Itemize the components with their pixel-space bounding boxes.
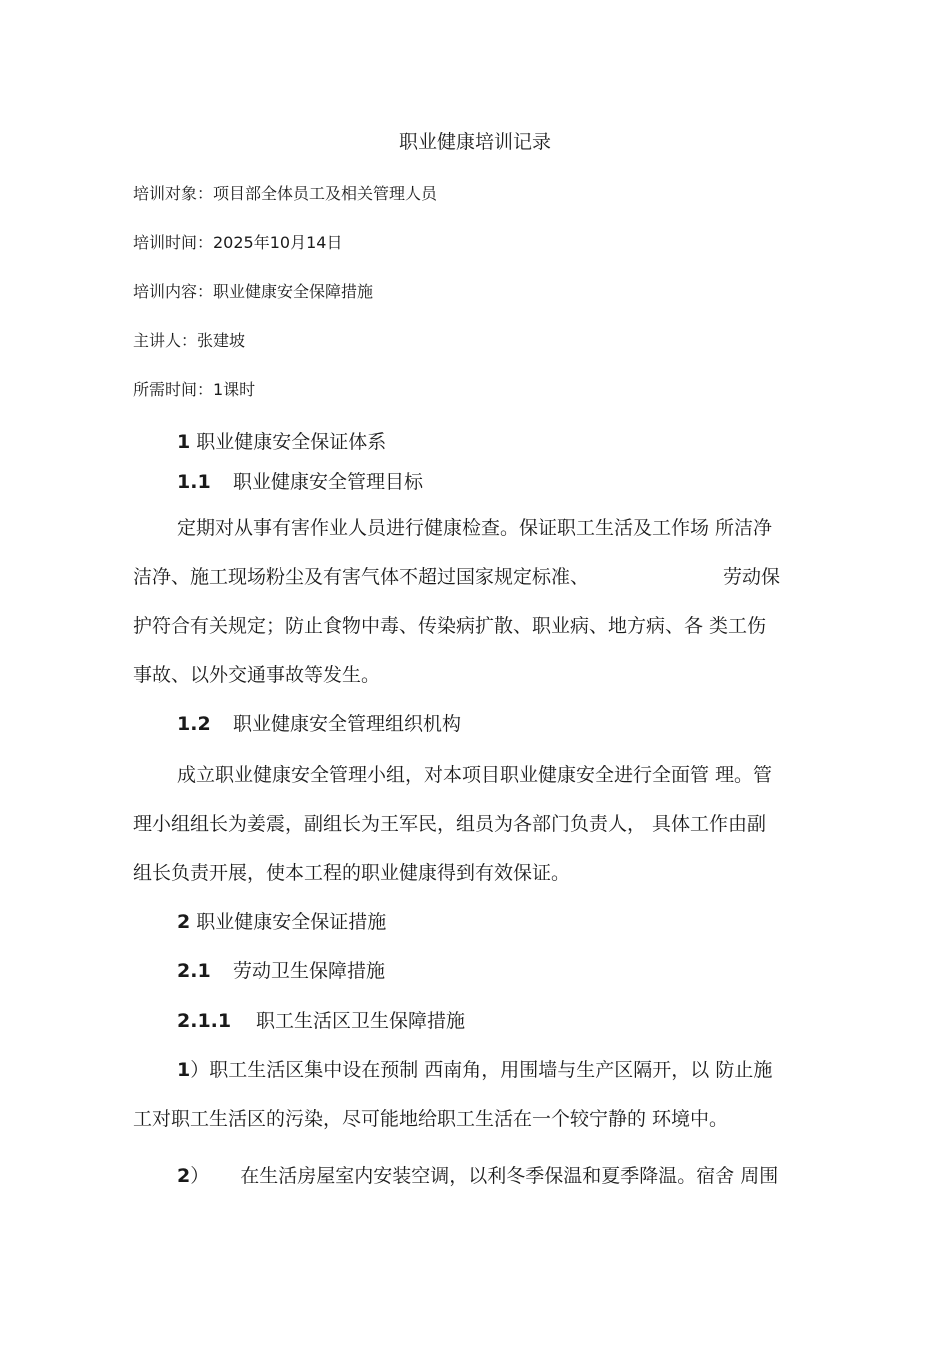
paragraph-line: 组长负责开展，使本工程的职业健康得到有效保证。 — [133, 862, 571, 884]
paragraph-line: 定期对从事有害作业人员进行健康检查。保证职工生活及工作场 所洁净 — [177, 517, 773, 539]
section-2-number: 2 — [177, 911, 191, 933]
list-item-2-paren: ） — [190, 1165, 210, 1187]
section-2-1-1-title: 职工生活区卫生保障措施 — [256, 1010, 466, 1032]
section-1-title: 职业健康安全保证体系 — [196, 431, 387, 453]
paragraph-line: 成立职业健康安全管理小组，对本项目职业健康安全进行全面管 理。管 — [177, 764, 773, 786]
section-1-1-number: 1.1 — [177, 471, 211, 493]
section-1-1-title: 职业健康安全管理目标 — [233, 471, 424, 493]
paragraph-line: 护符合有关规定；防止食物中毒、传染病扩散、职业病、地方病、各 类工伤 — [133, 615, 767, 637]
list-item-2-number: 2 — [177, 1165, 191, 1187]
speaker: 主讲人：张建坡 — [133, 331, 246, 350]
duration: 所需时间：1课时 — [133, 380, 256, 399]
list-item-2-text: 在生活房屋室内安装空调，以利冬季保温和夏季降温。宿舍 周围 — [240, 1165, 779, 1187]
training-time: 培训时间：2025年10月14日 — [133, 233, 343, 252]
section-1-number: 1 — [177, 431, 191, 453]
paragraph-line: 劳动保 — [723, 566, 781, 588]
section-2-1-title: 劳动卫生保障措施 — [233, 960, 386, 982]
section-2-heading — [177, 907, 386, 934]
paragraph-line: 工对职工生活区的污染，尽可能地给职工生活在一个较宁静的 环境中。 — [133, 1108, 729, 1130]
section-1-2-number: 1.2 — [177, 713, 211, 735]
list-item-2 — [177, 1161, 778, 1188]
section-2-1-1-heading — [177, 1006, 465, 1033]
paragraph-line: 洁净、施工现场粉尘及有害气体不超过国家规定标准、 — [133, 566, 590, 588]
section-2-1-1-number: 2.1.1 — [177, 1010, 232, 1032]
page-title: 职业健康培训记录 — [398, 131, 551, 153]
training-target: 培训对象：项目部全体员工及相关管理人员 — [133, 184, 438, 203]
section-1-heading — [177, 427, 386, 454]
section-1-1-heading — [177, 467, 423, 494]
section-1-2-title: 职业健康安全管理组织机构 — [233, 713, 462, 735]
list-item-1-number: 1 — [177, 1059, 191, 1081]
section-1-2-heading — [177, 709, 461, 736]
paragraph-line: 事故、以外交通事故等发生。 — [133, 664, 381, 686]
training-content: 培训内容：职业健康安全保障措施 — [133, 282, 374, 301]
section-2-1-number: 2.1 — [177, 960, 211, 982]
list-item-1 — [177, 1055, 772, 1082]
section-2-title: 职业健康安全保证措施 — [196, 911, 387, 933]
list-item-1-text: ）职工生活区集中设在预制 西南角，用围墙与生产区隔开，以 防止施 — [190, 1059, 773, 1081]
section-2-1-heading — [177, 956, 385, 983]
paragraph-line: 理小组组长为姜震，副组长为王军民，组员为各部门负责人， 具体工作由副 — [133, 813, 767, 835]
